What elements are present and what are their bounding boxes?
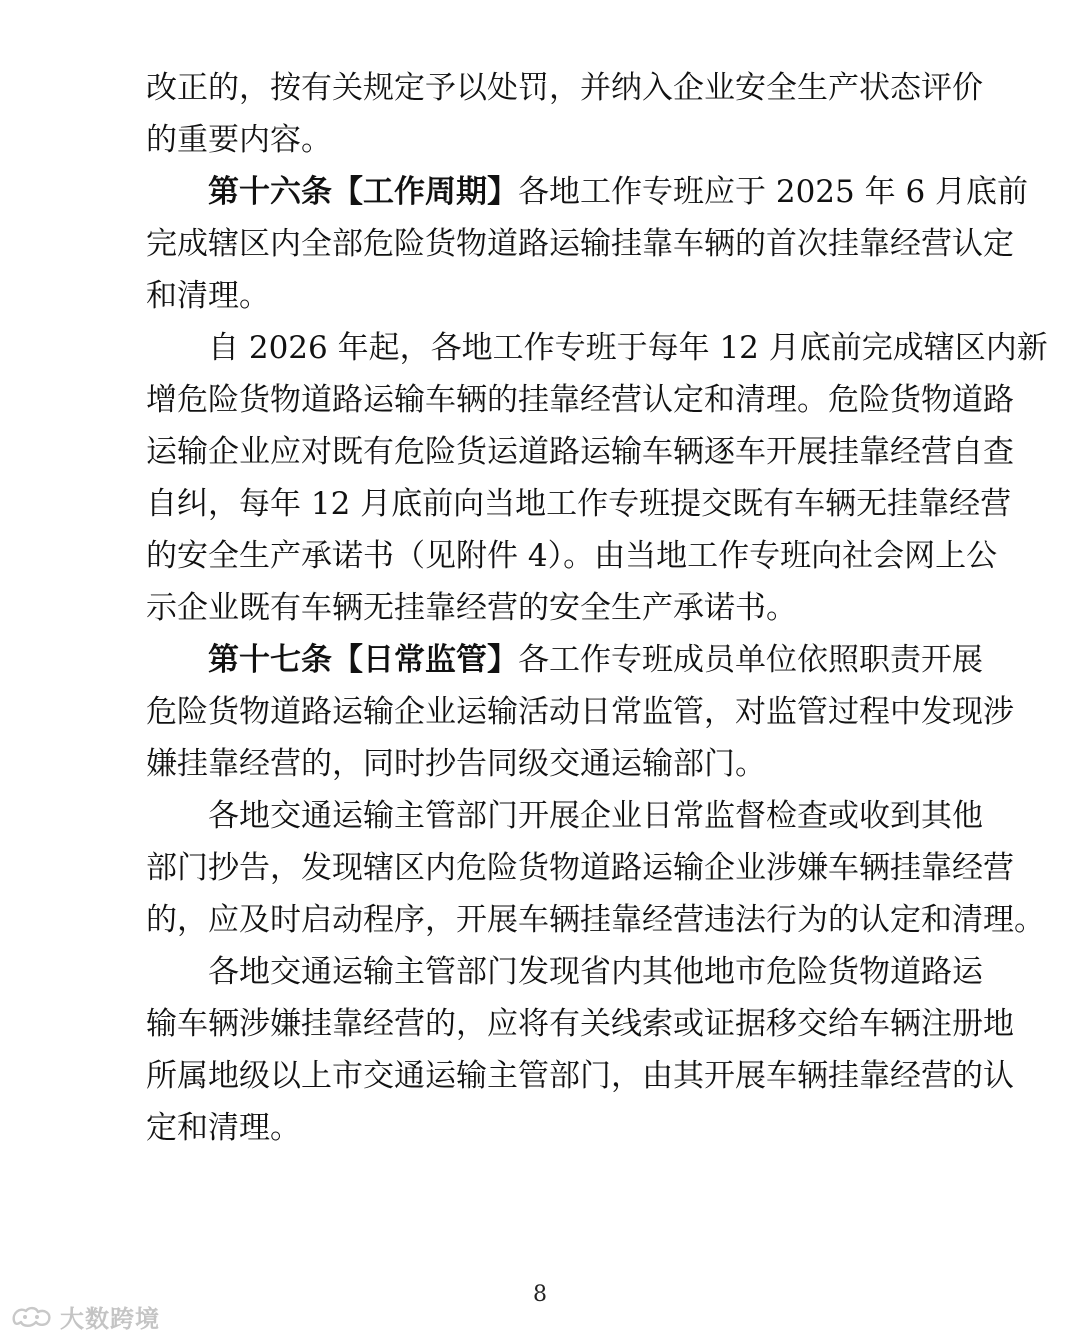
paragraph-line: 和清理。 [146,278,270,314]
paragraph-line: 各地交通运输主管部门开展企业日常监督检查或收到其他 [208,798,983,834]
paragraph-line: 的重要内容。 [146,122,332,158]
article-17-heading: 第十七条【日常监管】 [208,642,518,678]
page-number: 8 [533,1282,547,1307]
paragraph-line: 输车辆涉嫌挂靠经营的，应将有关线索或证据移交给车辆注册地 [146,1006,1014,1042]
paragraph-line: 所属地级以上市交通运输主管部门，由其开展车辆挂靠经营的认 [146,1058,1014,1094]
article-17-text: 各工作专班成员单位依照职责开展 [518,642,983,678]
paragraph-line: 的，应及时启动程序，开展车辆挂靠经营违法行为的认定和清理。 [146,902,1045,938]
watermark [10,1301,160,1331]
paragraph-line: 的安全生产承诺书（见附件 4）。由当地工作专班向社会网上公 [146,538,998,574]
article-16-text: 各地工作专班应于 2025 年 6 月底前 [518,174,1029,210]
paragraph-line: 自 2026 年起，各地工作专班于每年 12 月底前完成辖区内新 [208,330,1048,366]
article-16-first-line [146,166,1029,218]
paragraph-line: 示企业既有车辆无挂靠经营的安全生产承诺书。 [146,590,797,626]
article-17-first-line [146,634,983,686]
paragraph-line: 完成辖区内全部危险货物道路运输挂靠车辆的首次挂靠经营认定 [146,226,1014,262]
paragraph-line: 各地交通运输主管部门发现省内其他地市危险货物道路运 [208,954,983,990]
article-16-heading: 第十六条【工作周期】 [208,174,518,210]
paragraph-line: 危险货物道路运输企业运输活动日常监管，对监管过程中发现涉 [146,694,1014,730]
watermark-text: 大数跨境 [60,1304,160,1333]
paragraph-line: 部门抄告，发现辖区内危险货物道路运输企业涉嫌车辆挂靠经营 [146,850,1014,886]
paragraph-line: 自纠，每年 12 月底前向当地工作专班提交既有车辆无挂靠经营 [146,486,1012,522]
paragraph-line: 改正的，按有关规定予以处罚，并纳入企业安全生产状态评价 [146,70,983,106]
paragraph-line: 运输企业应对既有危险货运道路运输车辆逐车开展挂靠经营自查 [146,434,1014,470]
paragraph-line: 增危险货物道路运输车辆的挂靠经营认定和清理。危险货物道路 [146,382,1014,418]
paragraph-line: 定和清理。 [146,1110,301,1146]
watermark-logo-icon [10,1303,54,1329]
paragraph-line: 嫌挂靠经营的，同时抄告同级交通运输部门。 [146,746,766,782]
